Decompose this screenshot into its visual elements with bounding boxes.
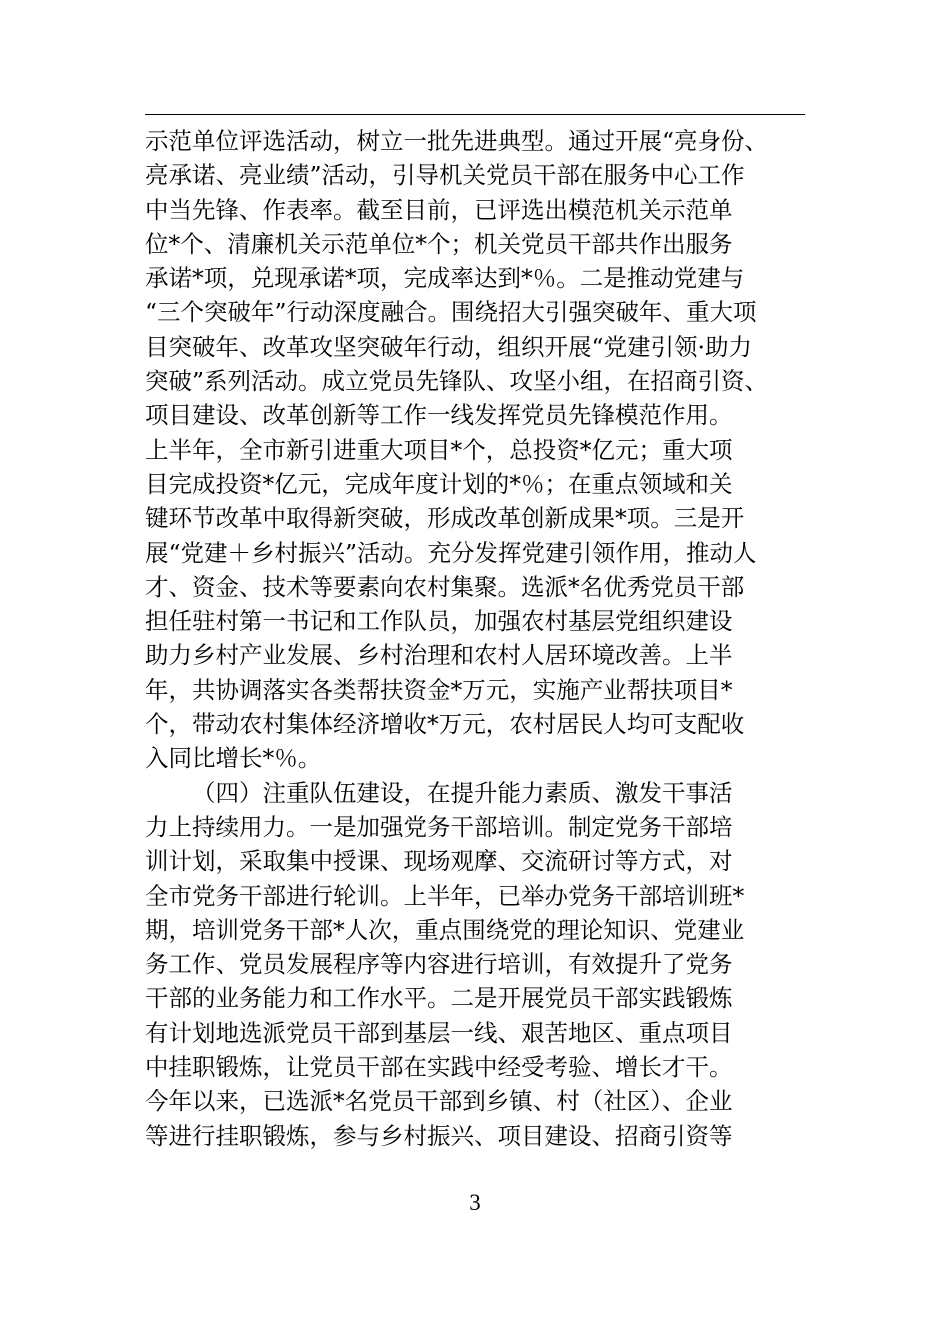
- text-line: 键环节改革中取得新突破，形成改革创新成果*项。三是开: [145, 504, 745, 533]
- text-line: 年，共协调落实各类帮扶资金*万元，实施产业帮扶项目*: [145, 675, 733, 704]
- text-line: 担任驻村第一书记和工作队员，加强农村基层党组织建设: [145, 607, 733, 636]
- text-line: 位*个、清廉机关示范单位*个；机关党员干部共作出服务: [145, 229, 733, 258]
- text-line: 示范单位评选活动，树立一批先进典型。通过开展“亮身份、: [145, 127, 769, 155]
- text-line: 今年以来，已选派*名党员干部到乡镇、村（社区）、企业: [145, 1087, 733, 1116]
- text-line: 中当先锋、作表率。截至目前，已评选出模范机关示范单: [145, 195, 733, 224]
- text-line: 项目建设、改革创新等工作一线发挥党员先锋模范作用。: [145, 401, 733, 430]
- text-line: 突破”系列活动。成立党员先锋队、攻坚小组，在招商引资、: [145, 367, 769, 396]
- text-line: 有计划地选派党员干部到基层一线、艰苦地区、重点项目: [145, 1018, 733, 1047]
- text-line: 训计划，采取集中授课、现场观摩、交流研讨等方式，对: [145, 847, 733, 876]
- text-line: 入同比增长*％。: [145, 744, 322, 773]
- text-line: 目完成投资*亿元，完成年度计划的*％；在重点领域和关: [145, 469, 733, 498]
- text-line: 期，培训党务干部*人次，重点围绕党的理论知识、党建业: [145, 915, 745, 944]
- text-line: 干部的业务能力和工作水平。二是开展党员干部实践锻炼: [145, 984, 733, 1013]
- text-line: “三个突破年”行动深度融合。围绕招大引强突破年、重大项: [145, 298, 757, 327]
- section-heading-line: （四）注重队伍建设，在提升能力素质、激发干事活: [192, 778, 733, 807]
- text-line: 个，带动农村集体经济增收*万元，农村居民人均可支配收: [145, 710, 745, 739]
- text-line: 才、资金、技术等要素向农村集聚。选派*名优秀党员干部: [145, 572, 745, 601]
- text-line: 上半年，全市新引进重大项目*个，总投资*亿元；重大项: [145, 435, 733, 464]
- page-number: 3: [469, 1190, 481, 1215]
- text-line: 亮承诺、亮业绩”活动，引导机关党员干部在服务中心工作: [145, 161, 745, 190]
- text-line: 等进行挂职锻炼，参与乡村振兴、项目建设、招商引资等: [145, 1121, 733, 1150]
- header-rule: [145, 114, 805, 115]
- text-line: 力上持续用力。一是加强党务干部培训。制定党务干部培: [145, 812, 733, 841]
- text-line: 展“党建＋乡村振兴”活动。充分发挥党建引领作用，推动人: [145, 538, 757, 567]
- text-line: 务工作、党员发展程序等内容进行培训，有效提升了党务: [145, 950, 733, 979]
- text-line: 目突破年、改革攻坚突破年行动，组织开展“党建引领·助力: [145, 332, 752, 361]
- text-line: 全市党务干部进行轮训。上半年，已举办党务干部培训班*: [145, 881, 745, 910]
- text-line: 助力乡村产业发展、乡村治理和农村人居环境改善。上半: [145, 641, 733, 670]
- text-line: 承诺*项，兑现承诺*项，完成率达到*％。二是推动党建与: [145, 264, 745, 293]
- text-line: 中挂职锻炼，让党员干部在实践中经受考验、增长才干。: [145, 1053, 733, 1082]
- body-text: [145, 124, 815, 1153]
